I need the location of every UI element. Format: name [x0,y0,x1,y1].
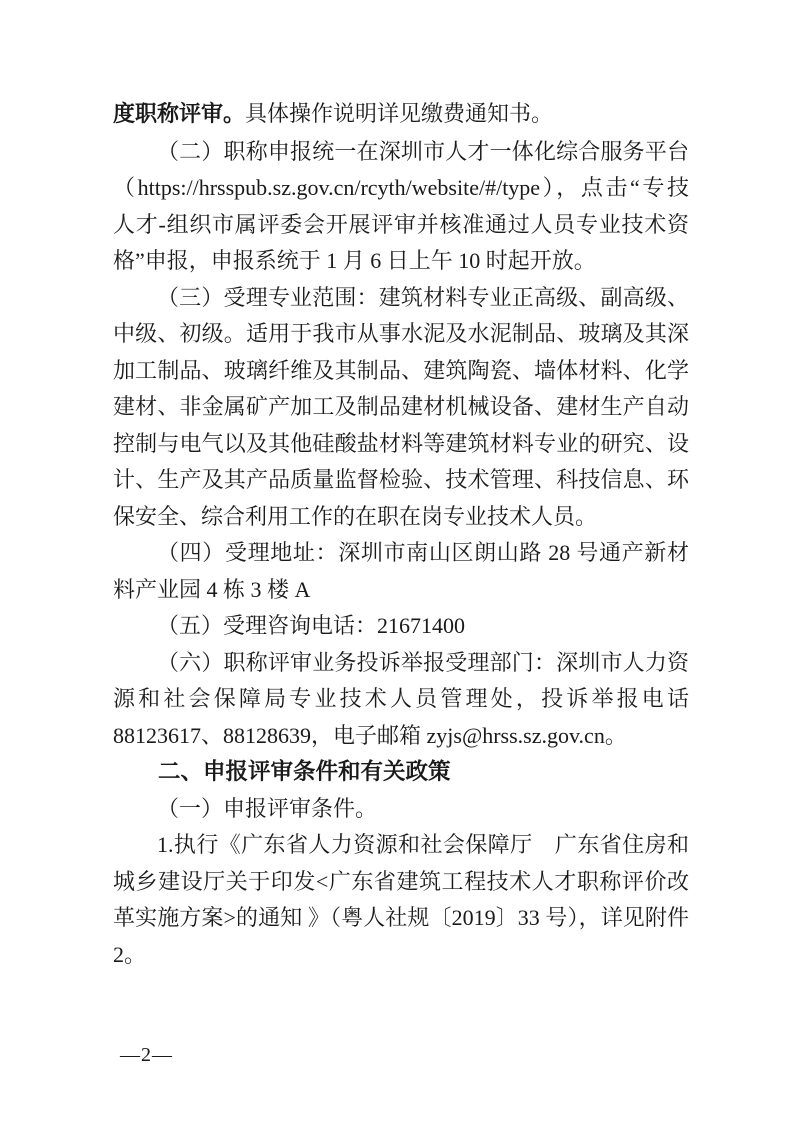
paragraph-text: ），点击“专技人才-组织市属评委会开展评审并核准通过人员专业技术资格”申报，申报系统于 1 月 6 日上午 10 时起开放。 [113,175,689,273]
paragraph-acceptance-address: （四）受理地址：深圳市南山区朗山路 28 号通产新材料产业园 4 栋 3 楼 A [113,540,689,602]
paragraph-consultation-phone: （五）受理咨询电话：21671400 [157,613,466,638]
paragraph-declaration-platform [113,134,689,280]
paragraph-text: 具体操作说明详见缴费通知书。 [245,101,554,126]
bold-lead-text: 度职称评审。 [113,102,246,127]
paragraph-complaint-department [113,645,689,755]
service-platform-url: https://hrsspub.sz.gov.cn/rcyth/website/#/type [137,175,541,200]
page-number: —2— [120,1044,173,1066]
paragraph-text: （六）职称评审业务投诉举报受理部门：深圳市人力资源和社会保障局专业技术人员管理处，投诉举报电话 88123617、88128639，电子邮箱 [113,649,689,748]
email-address: zyjs@hrss.sz.gov.cn [426,722,605,748]
document-body [113,96,689,973]
paragraph-policy-reference: 1.执行《广东省人力资源和社会保障厅 广东省住房和城乡建设厅关于印发<广东省建筑工程技术人才职称评价改革实施方案>的通知 》（粤人社规〔2019〕33 号），详见附件 2。 [113,832,689,967]
paragraph-text: 。 [604,722,627,748]
paragraph-annual-review-note [113,96,689,134]
paragraph-accepted-specialties: （三）受理专业范围：建筑材料专业正高级、副高级、中级、初级。适用于我市从事水泥及水泥制品、玻璃及其深加工制品、玻璃纤维及其制品、建筑陶瓷、墙体材料、化学建材、非金属矿产加工及制品建材机械设备、建材生产自动控制与电气以及其他硅酸盐材料等建筑材料专业的研究、设计、生产及其产品质量监督检验、技术管理、科技信息、环保安全、综合利用工作的在职在岗专业技术人员。 [113,284,689,529]
paragraph-review-conditions: （一）申报评审条件。 [157,795,378,821]
section-heading-conditions-and-policies: 二、申报评审条件和有关政策 [158,759,451,785]
paragraph-text: （二）职称申报统一在深圳市人才一体化综合服务平台（ [113,138,689,200]
